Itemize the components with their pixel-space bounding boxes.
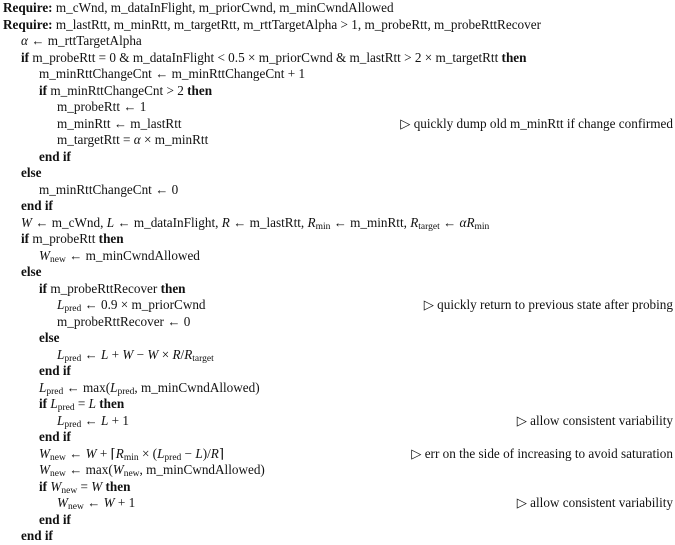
- algorithm-line: [0, 479, 675, 496]
- algorithm-line: [0, 314, 675, 331]
- algorithm-line: [0, 182, 675, 199]
- algorithm-line: [0, 33, 675, 50]
- line-comment: ▷ allow consistent variability: [516, 495, 673, 510]
- line-code: m_minRttChangeCnt ← 0: [39, 181, 179, 197]
- line-comment: ▷ err on the side of increasing to avoid saturation: [411, 445, 673, 461]
- line-comment: ▷ quickly dump old m_minRtt if change confirmed: [400, 115, 673, 131]
- line-code: m_probeRttRecover ← 0: [57, 313, 191, 329]
- line-code: if $W_{new} = W$ then: [39, 478, 131, 496]
- line-code: Require: m_cWnd, m_dataInFlight, m_priorCwnd, m_minCwndAllowed: [3, 0, 394, 15]
- line-comment: ▷ allow consistent variability: [516, 412, 673, 428]
- algorithm-line: [0, 0, 675, 17]
- line-code: $L_{pred}$ ← $\max(L_{pred}$, m_minCwndAllowed): [39, 379, 260, 397]
- algorithm-line: [0, 99, 675, 116]
- algorithm-line: [0, 429, 675, 446]
- algorithm-line: [0, 83, 675, 100]
- line-code: $W_{new}$ ← m_minCwndAllowed: [39, 247, 200, 265]
- algorithm-line: [0, 132, 675, 149]
- line-code: m_minRtt ← m_lastRtt: [57, 115, 182, 131]
- line-code: if m_probeRtt then: [21, 231, 124, 246]
- line-code: $L_{pred}$ ← 0.9 × m_priorCwnd: [57, 297, 206, 314]
- line-code: W ← m_cWnd, L ← m_dataInFlight, R ← m_lastRtt, $R_{min}$ ← m_minRtt, $R_{target}$ ← $\alpha R_{min}$: [21, 214, 490, 232]
- line-code: end if: [39, 429, 71, 444]
- algorithm-line: [0, 363, 675, 380]
- algorithm-line: [0, 281, 675, 298]
- algorithm-line: [0, 17, 675, 34]
- algorithm-line: [0, 528, 675, 545]
- line-code: if m_probeRttRecover then: [39, 280, 186, 296]
- line-code: else: [21, 264, 42, 279]
- algorithm-line: [0, 446, 675, 463]
- line-code: else: [21, 165, 42, 180]
- algorithm-line: [0, 495, 675, 512]
- line-code: if m_minRttChangeCnt > 2 then: [39, 82, 213, 98]
- algorithm-line: [0, 231, 675, 248]
- algorithm-line: [0, 248, 675, 265]
- line-code: end if: [39, 148, 71, 164]
- algorithm-line: [0, 198, 675, 215]
- algorithm-line: [0, 462, 675, 479]
- line-code: m_minRttChangeCnt ← m_minRttChangeCnt + 1: [39, 66, 306, 81]
- algorithm-line: [0, 66, 675, 83]
- algorithm-line: [0, 215, 675, 232]
- line-code: end if: [39, 511, 71, 527]
- line-code: end if: [21, 528, 53, 543]
- algorithm-line: [0, 396, 675, 413]
- line-code: $W_{new}$ ← $\max(W_{new}$, m_minCwndAllowed): [39, 462, 265, 479]
- line-code: end if: [21, 198, 53, 213]
- line-code: m_targetRtt = α × m_minRtt: [57, 132, 209, 147]
- line-code: $W_{new}$ ← $W + ⌈R_{min} \times (L_{pred}$ − L)/R⌉: [39, 445, 224, 463]
- line-code: if m_probeRtt = 0 & m_dataInFlight < 0.5 × m_priorCwnd & m_lastRtt > 2 × m_targetRtt then: [21, 49, 527, 65]
- line-code: $W_{new}$ ← W + 1: [57, 495, 136, 512]
- line-code: Require: m_lastRtt, m_minRtt, m_targetRtt, m_rttTargetAlpha > 1, m_probeRtt, m_probeRttRecover: [3, 16, 541, 32]
- line-code: α ← m_rttTargetAlpha: [21, 33, 142, 48]
- algorithm-line: [0, 165, 675, 182]
- algorithm-line: [0, 297, 675, 314]
- line-code: $L_{pred}$ ← $L + W - W \times R/R_{target}$: [57, 346, 214, 364]
- algorithm-line: [0, 330, 675, 347]
- line-code: else: [39, 330, 60, 345]
- line-comment: ▷ quickly return to previous state after probing: [423, 297, 673, 312]
- algorithm-line: [0, 50, 675, 67]
- line-code: $L_{pred}$ ← L + 1: [57, 412, 129, 430]
- line-code: end if: [39, 363, 71, 378]
- algorithm-line: [0, 347, 675, 364]
- algorithm-line: [0, 380, 675, 397]
- algorithm-line: [0, 116, 675, 133]
- line-code: m_probeRtt ← 1: [57, 99, 147, 114]
- line-code: if $L_{pred} = L$ then: [39, 396, 125, 413]
- algorithm-line: [0, 512, 675, 529]
- algorithm-line: [0, 264, 675, 281]
- algorithm-line: [0, 413, 675, 430]
- algorithm-line: [0, 149, 675, 166]
